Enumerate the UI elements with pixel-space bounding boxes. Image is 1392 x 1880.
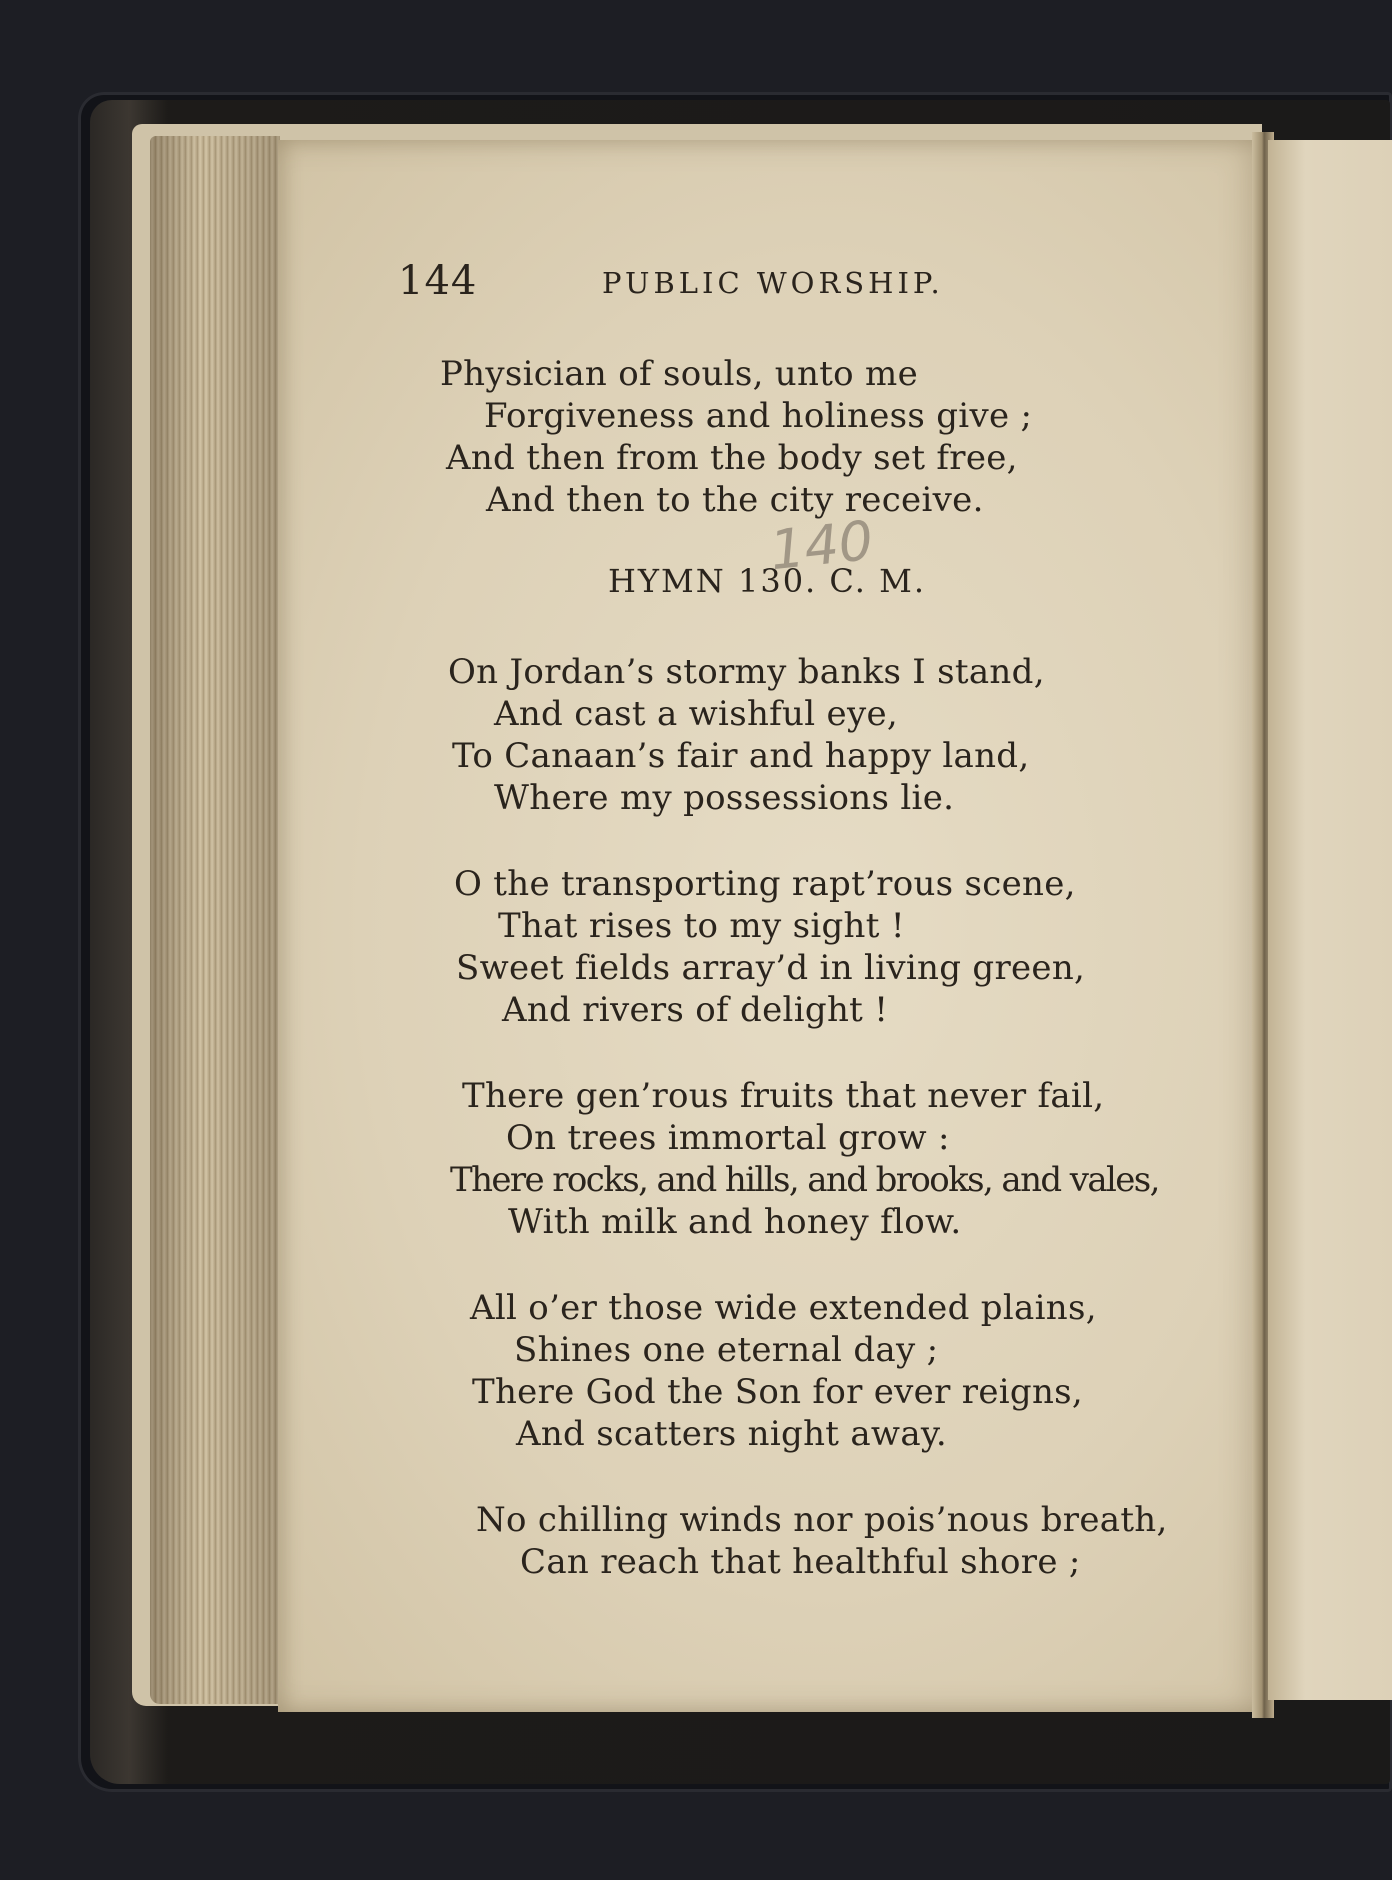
- verse-line: There rocks, and hills, and brooks, and vales,: [450, 1160, 1159, 1200]
- verse-line: On trees immortal grow :: [506, 1118, 950, 1158]
- verse-line: With milk and honey flow.: [508, 1202, 962, 1242]
- running-head: PUBLIC WORSHIP.: [602, 266, 944, 300]
- verse-line: Where my possessions lie.: [494, 778, 955, 818]
- verse-line: Shines one eternal day ;: [514, 1330, 939, 1370]
- verse-line: Sweet fields array’d in living green,: [456, 948, 1086, 988]
- verse-line: And rivers of delight !: [502, 990, 889, 1030]
- verse-line: Forgiveness and holiness give ;: [484, 396, 1033, 436]
- verse-line: And scatters night away.: [516, 1414, 947, 1454]
- verse-line: There gen’rous fruits that never fail,: [462, 1076, 1105, 1116]
- verse-line: All o’er those wide extended plains,: [470, 1288, 1097, 1328]
- verse-line: To Canaan’s fair and happy land,: [452, 736, 1030, 776]
- verse-line: There God the Son for ever reigns,: [472, 1372, 1084, 1412]
- verse-line: And cast a wishful eye,: [494, 694, 898, 734]
- pencil-annotation: 140: [766, 508, 877, 583]
- verse-line: Can reach that healthful shore ;: [520, 1542, 1081, 1582]
- verse-line: And then to the city receive.: [486, 480, 984, 520]
- verse-line: No chilling winds nor pois’nous breath,: [476, 1500, 1168, 1540]
- verse-line: Physician of souls, unto me: [440, 354, 919, 394]
- verse-line: O the transporting rapt’rous scene,: [454, 864, 1076, 904]
- verse-line: That rises to my sight !: [498, 906, 905, 946]
- verse-line: And then from the body set free,: [446, 438, 1018, 478]
- verse-line: On Jordan’s stormy banks I stand,: [448, 652, 1045, 692]
- hymn-title: HYMN 130. C. M.: [608, 562, 927, 600]
- page-number: 144: [398, 258, 478, 304]
